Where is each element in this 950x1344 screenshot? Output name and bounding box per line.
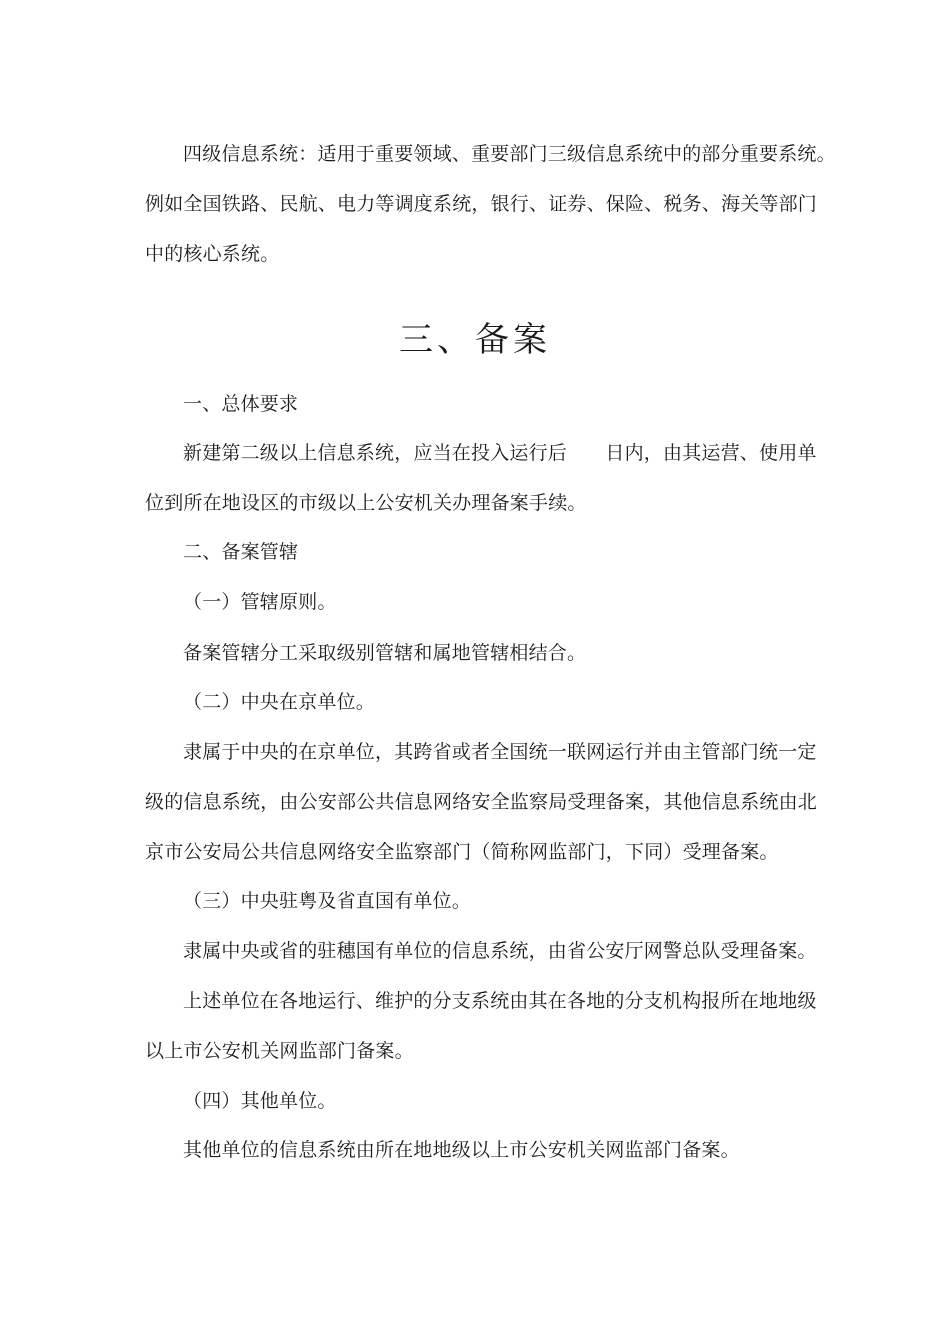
sub2-line-3: 京市公安局公共信息网络安全监察部门（简称网监部门，下同）受理备案。	[145, 841, 779, 863]
intro-line-2: 例如全国铁路、民航、电力等调度系统，银行、证券、保险、税务、海关等部门	[145, 193, 818, 215]
sub1-heading: （一）管辖原则。	[183, 591, 337, 613]
sub4-text: 其他单位的信息系统由所在地地级以上市公安机关网监部门备案。	[183, 1139, 740, 1161]
intro-line-1: 四级信息系统：适用于重要领域、重要部门三级信息系统中的部分重要系统。	[183, 143, 836, 165]
sub3-line-3: 以上市公安机关网监部门备案。	[145, 1040, 414, 1062]
sub3-line-2: 上述单位在各地运行、维护的分支系统由其在各地的分支机构报所在地地级	[183, 990, 817, 1012]
section2-heading: 二、备案管辖	[183, 541, 299, 563]
sub4-heading: （四）其他单位。	[183, 1090, 337, 1112]
sub2-line-2: 级的信息系统，由公安部公共信息网络安全监察局受理备案，其他信息系统由北	[145, 791, 818, 813]
intro-line-3: 中的核心系统。	[145, 243, 280, 265]
sub3-heading: （三）中央驻粤及省直国有单位。	[183, 890, 472, 912]
section-title: 三、备案	[399, 320, 551, 360]
section1-para-line-2: 位到所在地设区的市级以上公安机关办理备案手续。	[145, 492, 587, 514]
sub3-line-1: 隶属中央或省的驻穗国有单位的信息系统，由省公安厅网警总队受理备案。	[183, 940, 817, 962]
sub2-heading: （二）中央在京单位。	[183, 691, 376, 713]
section1-para-line-1: 新建第二级以上信息系统，应当在投入运行后 日内，由其运营、使用单	[183, 442, 817, 464]
section1-heading: 一、总体要求	[183, 393, 299, 415]
sub2-line-1: 隶属于中央的在京单位，其跨省或者全国统一联网运行并由主管部门统一定	[183, 741, 817, 763]
sub1-text: 备案管辖分工采取级别管辖和属地管辖相结合。	[183, 642, 587, 664]
